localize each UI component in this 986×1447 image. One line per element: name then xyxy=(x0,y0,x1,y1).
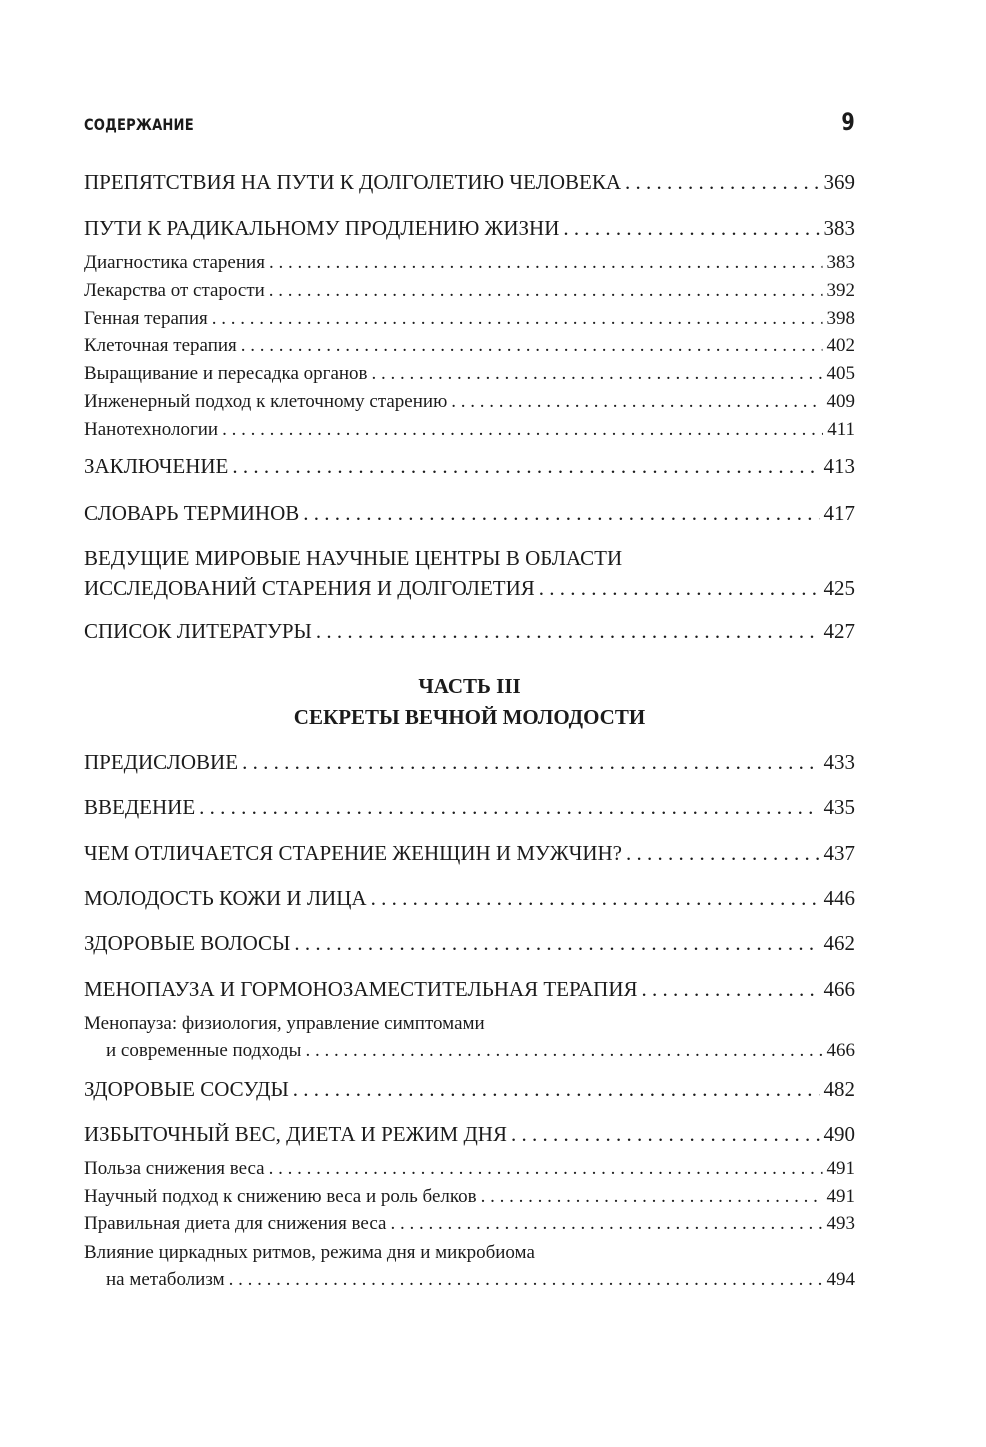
toc-entry[interactable] xyxy=(84,456,855,477)
toc-entry[interactable] xyxy=(84,218,855,239)
toc-entry-title: МОЛОДОСТЬ КОЖИ И ЛИЦА xyxy=(84,886,367,910)
toc-subentry[interactable] xyxy=(84,1159,855,1178)
toc-subentry[interactable] xyxy=(84,1214,855,1233)
dot-leader xyxy=(303,503,819,524)
dot-leader xyxy=(511,1124,820,1145)
toc-entry-page: 491 xyxy=(826,1186,855,1207)
toc-entry-page: 411 xyxy=(827,419,855,440)
toc-entry-page: 392 xyxy=(826,280,855,301)
toc-entry-title-line1: Влияние циркадных ритмов, режима дня и микробиома xyxy=(84,1242,535,1263)
toc-entry-page: 369 xyxy=(823,170,855,194)
toc-entry-title: ЗАКЛЮЧЕНИЕ xyxy=(84,454,229,478)
toc-entry-title: Выращивание и пересадка органов xyxy=(84,363,368,384)
toc-entry[interactable] xyxy=(84,1124,855,1145)
toc-entry-page: 466 xyxy=(823,977,855,1001)
toc-subentry[interactable] xyxy=(84,336,855,355)
toc-subentry[interactable] xyxy=(84,309,855,328)
toc-entry[interactable] xyxy=(84,797,855,818)
toc-entry-title: ПРЕДИСЛОВИЕ xyxy=(84,750,239,774)
dot-leader xyxy=(481,1187,823,1206)
toc-entry-title: Научный подход к снижению веса и роль белков xyxy=(84,1186,477,1207)
dot-leader xyxy=(241,336,823,355)
toc-entry[interactable] xyxy=(84,503,855,524)
toc-entry-page: 491 xyxy=(826,1158,855,1179)
toc-entry-title: СЛОВАРЬ ТЕРМИНОВ xyxy=(84,501,300,525)
dot-leader xyxy=(642,979,820,1000)
toc-entry-title-line2: ИССЛЕДОВАНИЙ СТАРЕНИЯ И ДОЛГОЛЕТИЯ xyxy=(84,576,535,600)
toc-entry-title: ПУТИ К РАДИКАЛЬНОМУ ПРОДЛЕНИЮ ЖИЗНИ xyxy=(84,216,560,240)
dot-leader xyxy=(229,1270,823,1289)
toc-entry[interactable] xyxy=(84,621,855,642)
dot-leader xyxy=(371,888,820,909)
toc-entry-title: Лекарства от старости xyxy=(84,280,265,301)
toc-entry-page: 446 xyxy=(823,886,855,910)
toc-entry-title-line2: и современные подходы xyxy=(106,1040,302,1061)
toc-entry-page: 494 xyxy=(826,1269,855,1290)
dot-leader xyxy=(293,1079,820,1100)
toc-entry-title: ВВЕДЕНИЕ xyxy=(84,795,196,819)
dot-leader xyxy=(626,843,819,864)
toc-entry-title: ИЗБЫТОЧНЫЙ ВЕС, ДИЕТА И РЕЖИМ ДНЯ xyxy=(84,1122,507,1146)
dot-leader xyxy=(305,1041,822,1060)
toc-entry-title: Инженерный подход к клеточному старению xyxy=(84,391,448,412)
toc-entry-page: 433 xyxy=(823,750,855,774)
toc-entry-page: 402 xyxy=(826,335,855,356)
toc-entry-page: 409 xyxy=(826,391,855,412)
toc-entry-page: 398 xyxy=(826,308,855,329)
toc-entry-page: 405 xyxy=(826,363,855,384)
toc-entry[interactable] xyxy=(84,888,855,909)
dot-leader xyxy=(294,933,819,954)
toc-entry-title-line1: Менопауза: физиология, управление симптомами xyxy=(84,1013,485,1034)
toc-entry[interactable] xyxy=(84,172,855,193)
part-title: СЕКРЕТЫ ВЕЧНОЙ МОЛОДОСТИ xyxy=(293,705,646,729)
toc-entry-page: 425 xyxy=(823,576,855,600)
toc-entry-page: 437 xyxy=(823,841,855,865)
dot-leader xyxy=(390,1214,822,1233)
toc-subentry[interactable] xyxy=(84,392,855,411)
toc-subentry[interactable] xyxy=(84,1187,855,1206)
toc-entry-title: МЕНОПАУЗА И ГОРМОНОЗАМЕСТИТЕЛЬНАЯ ТЕРАПИЯ xyxy=(84,977,638,1001)
toc-entry-page: 482 xyxy=(823,1077,855,1101)
toc-entry[interactable] xyxy=(84,752,855,773)
part-label: ЧАСТЬ III xyxy=(418,674,521,698)
toc-entry-title: Польза снижения веса xyxy=(84,1158,265,1179)
toc-entry-page: 383 xyxy=(823,216,855,240)
toc-entry-title: Диагностика старения xyxy=(84,252,265,273)
dot-leader xyxy=(222,420,823,439)
toc-entry-page: 435 xyxy=(823,795,855,819)
toc-entry[interactable] xyxy=(84,933,855,954)
toc-entry-page: 427 xyxy=(823,619,855,643)
dot-leader xyxy=(269,253,823,272)
toc-entry[interactable] xyxy=(84,843,855,864)
toc-entry[interactable] xyxy=(84,1079,855,1100)
dot-leader xyxy=(451,392,822,411)
dot-leader xyxy=(269,1159,823,1178)
page-number: 9 xyxy=(841,108,855,136)
dot-leader xyxy=(269,281,823,300)
toc-entry-title: Клеточная терапия xyxy=(84,335,237,356)
running-header-title: СОДЕРЖАНИЕ xyxy=(84,115,194,134)
toc-entry-page: 462 xyxy=(823,931,855,955)
toc-subentry[interactable] xyxy=(84,1014,855,1060)
dot-leader xyxy=(199,797,819,818)
toc-entry-title-line1: ВЕДУЩИЕ МИРОВЫЕ НАУЧНЫЕ ЦЕНТРЫ В ОБЛАСТИ xyxy=(84,546,623,570)
toc-entry[interactable] xyxy=(84,979,855,1000)
toc-subentry[interactable] xyxy=(84,420,855,439)
dot-leader xyxy=(372,364,823,383)
dot-leader xyxy=(625,172,820,193)
toc-entry-title: Нанотехнологии xyxy=(84,419,219,440)
toc-entry-title: ЧЕМ ОТЛИЧАЕТСЯ СТАРЕНИЕ ЖЕНЩИН И МУЖЧИН? xyxy=(84,841,623,865)
toc-entry-title: Правильная диета для снижения веса xyxy=(84,1213,387,1234)
toc-entry-page: 493 xyxy=(826,1213,855,1234)
toc-subentry[interactable] xyxy=(84,253,855,272)
toc-entry[interactable] xyxy=(84,548,855,599)
toc-entry-page: 413 xyxy=(823,454,855,478)
toc-entry-title-line2: на метаболизм xyxy=(106,1269,225,1290)
running-header xyxy=(84,108,855,136)
toc-entry-title: ЗДОРОВЫЕ СОСУДЫ xyxy=(84,1077,289,1101)
dot-leader xyxy=(212,309,823,328)
dot-leader xyxy=(232,456,819,477)
toc-entry-page: 466 xyxy=(826,1040,855,1061)
toc-entry-page: 417 xyxy=(823,501,855,525)
toc-subentry[interactable] xyxy=(84,364,855,383)
toc-entry-title: ПРЕПЯТСТВИЯ НА ПУТИ К ДОЛГОЛЕТИЮ ЧЕЛОВЕКА xyxy=(84,170,621,194)
dot-leader xyxy=(539,578,820,599)
toc-subentry[interactable] xyxy=(84,281,855,300)
toc-entry-title: Генная терапия xyxy=(84,308,208,329)
dot-leader xyxy=(242,752,819,773)
dot-leader xyxy=(563,218,819,239)
toc-entry-title: ЗДОРОВЫЕ ВОЛОСЫ xyxy=(84,931,291,955)
toc-entry-page: 490 xyxy=(823,1122,855,1146)
toc-entry-page: 383 xyxy=(826,252,855,273)
toc-subentry[interactable] xyxy=(84,1243,855,1289)
toc-entry-title: СПИСОК ЛИТЕРАТУРЫ xyxy=(84,619,312,643)
dot-leader xyxy=(316,621,820,642)
